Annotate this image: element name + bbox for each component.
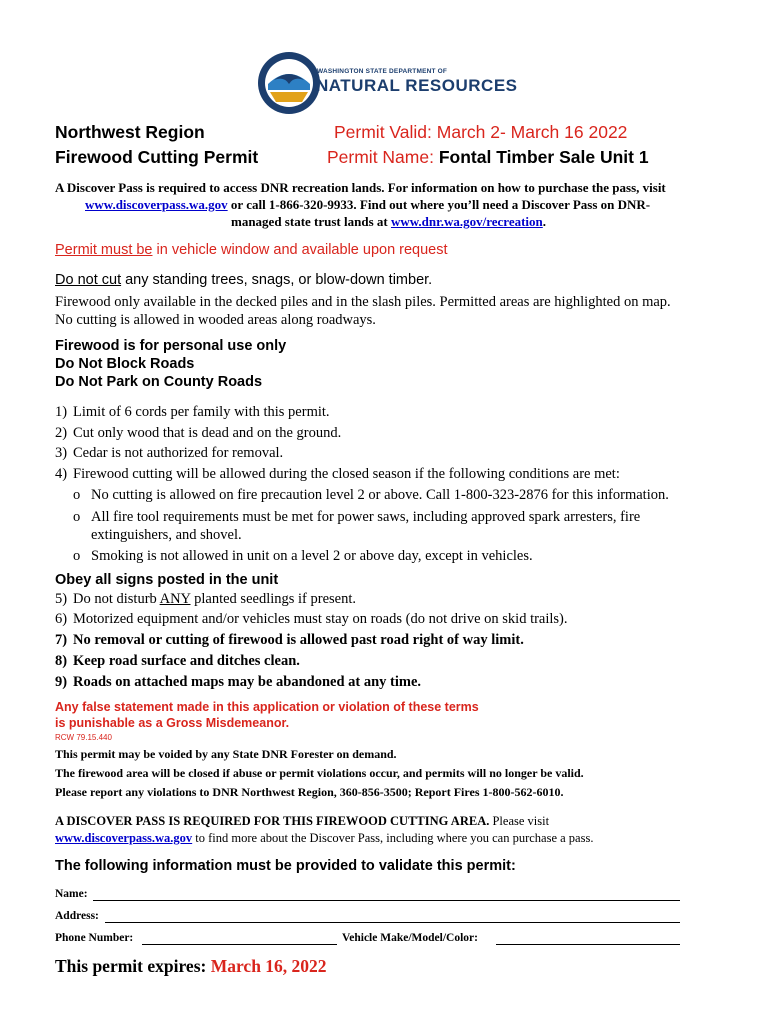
personal-use: Firewood is for personal use only bbox=[55, 338, 287, 354]
logo-name-line: NATURAL RESOURCES bbox=[316, 76, 518, 95]
expires-label: This permit expires: bbox=[55, 956, 207, 976]
expires-line bbox=[55, 956, 327, 977]
address-input-line[interactable] bbox=[105, 922, 680, 923]
sub-bullet-continuation bbox=[91, 527, 242, 544]
dnr-seal-icon bbox=[256, 50, 322, 116]
discover-pass-text2: or call 1-866-320-9933. Find out where you’ll need a Discover Pass on DNR- bbox=[227, 197, 651, 212]
permit-must-be-underlined: Permit must be bbox=[55, 242, 153, 258]
list-item bbox=[55, 674, 421, 691]
phone-input-line[interactable] bbox=[142, 944, 337, 945]
footer-discoverpass-link[interactable]: www.discoverpass.wa.gov bbox=[55, 831, 193, 845]
list-num: 2) bbox=[55, 425, 68, 441]
list-item bbox=[55, 591, 356, 608]
name-input-line[interactable] bbox=[93, 900, 680, 901]
list-item bbox=[55, 425, 341, 442]
discover-pass-text3: managed state trust lands at bbox=[231, 214, 391, 229]
permit-must-be-rest: in vehicle window and available upon request bbox=[152, 242, 448, 258]
bullet-icon: o bbox=[73, 487, 81, 503]
firewood-line2: No cutting is allowed in wooded areas along roadways. bbox=[55, 312, 376, 328]
closed-note: The firewood area will be closed if abuse or permit violations occur, and permits will no longer be valid. bbox=[55, 766, 584, 780]
list-num: 6) bbox=[55, 611, 68, 627]
list-num: 7) bbox=[55, 632, 68, 648]
list-item bbox=[55, 445, 283, 462]
voided-note: This permit may be voided by any State DNR Forester on demand. bbox=[55, 747, 397, 761]
firewood-line1: Firewood only available in the decked piles and in the slash piles. Permitted areas are highlighted on map. bbox=[55, 294, 671, 310]
false-statement-line2: is punishable as a Gross Misdemeanor. bbox=[55, 716, 290, 730]
permit-name-value: Fontal Timber Sale Unit 1 bbox=[438, 147, 649, 167]
sub-text: All fire tool requirements must be met for power saws, including approved spark arresters, fire bbox=[91, 509, 641, 525]
list-item bbox=[55, 466, 620, 483]
footer-pass-caps: A DISCOVER PASS IS REQUIRED FOR THIS FIREWOOD CUTTING AREA. bbox=[55, 814, 490, 828]
list-num: 1) bbox=[55, 404, 68, 420]
list-text: Motorized equipment and/or vehicles must stay on roads (do not drive on skid trails). bbox=[73, 611, 568, 627]
permit-name-label: Permit Name: bbox=[327, 147, 434, 167]
bullet-icon: o bbox=[73, 509, 81, 525]
list-text-any: ANY bbox=[159, 591, 191, 607]
list-text: Roads on attached maps may be abandoned at any time. bbox=[73, 674, 422, 690]
logo-dept-line: WASHINGTON STATE DEPARTMENT OF bbox=[317, 68, 448, 75]
list-text: Cut only wood that is dead and on the ground. bbox=[73, 425, 342, 441]
address-label: Address: bbox=[55, 910, 99, 922]
form-heading: The following information must be provided to validate this permit: bbox=[55, 858, 516, 874]
list-text: Cedar is not authorized for removal. bbox=[73, 445, 284, 461]
false-statement-line1: Any false statement made in this application or violation of these terms bbox=[55, 700, 479, 714]
list-text: Firewood cutting will be allowed during the closed season if the following conditions are met: bbox=[73, 466, 620, 482]
do-not-park: Do Not Park on County Roads bbox=[55, 374, 263, 390]
do-not-cut bbox=[55, 272, 432, 288]
sub-bullet-item bbox=[73, 548, 533, 565]
permit-must-be bbox=[55, 242, 448, 258]
sub-bullet-item bbox=[73, 487, 669, 504]
list-text: planted seedlings if present. bbox=[190, 591, 356, 607]
list-item bbox=[55, 632, 524, 649]
discover-pass-line3 bbox=[231, 214, 546, 230]
sub-bullet-item bbox=[73, 509, 640, 526]
obey-signs-heading: Obey all signs posted in the unit bbox=[55, 572, 279, 588]
region-title: Northwest Region bbox=[55, 122, 205, 142]
footer-pass-line2 bbox=[55, 831, 593, 846]
permit-type-title: Firewood Cutting Permit bbox=[55, 147, 259, 167]
footer-pass-rest: to find more about the Discover Pass, including where you can purchase a pass. bbox=[192, 831, 594, 845]
discover-pass-line2 bbox=[85, 197, 650, 213]
discover-pass-line1: A Discover Pass is required to access DNR recreation lands. For information on how to purchase the pass, visit bbox=[55, 180, 666, 195]
list-text: No removal or cutting of firewood is allowed past road right of way limit. bbox=[73, 632, 524, 648]
footer-pass-visit: Please visit bbox=[489, 814, 550, 828]
address-field-row bbox=[55, 910, 680, 928]
discover-pass-text4: . bbox=[542, 214, 547, 229]
permit-valid: Permit Valid: March 2- March 16 2022 bbox=[334, 122, 628, 142]
vehicle-label: Vehicle Make/Model/Color: bbox=[342, 932, 478, 944]
phone-label: Phone Number: bbox=[55, 932, 134, 944]
rcw-reference: RCW 79.15.440 bbox=[55, 733, 112, 742]
list-num: 3) bbox=[55, 445, 68, 461]
name-field-row bbox=[55, 888, 680, 906]
do-not-cut-rest: any standing trees, snags, or blow-down timber. bbox=[121, 272, 433, 288]
discoverpass-link[interactable]: www.discoverpass.wa.gov bbox=[85, 197, 228, 212]
footer-pass-line1 bbox=[55, 814, 549, 829]
list-text: Do not disturb bbox=[73, 591, 160, 607]
list-text: Keep road surface and ditches clean. bbox=[73, 653, 300, 669]
list-num: 5) bbox=[55, 591, 68, 607]
list-item bbox=[55, 611, 568, 628]
sub-text: No cutting is allowed on fire precaution level 2 or above. Call 1-800-323-2876 for this information. bbox=[91, 487, 669, 503]
name-label: Name: bbox=[55, 888, 88, 900]
bullet-icon: o bbox=[73, 548, 81, 564]
permit-name-line bbox=[327, 147, 649, 168]
report-note: Please report any violations to DNR Northwest Region, 360-856-3500; Report Fires 1-800-562-6010. bbox=[55, 785, 564, 799]
list-item bbox=[55, 653, 300, 670]
list-num: 4) bbox=[55, 466, 68, 482]
do-not-block: Do Not Block Roads bbox=[55, 356, 195, 372]
vehicle-input-line[interactable] bbox=[496, 944, 680, 945]
list-num: 8) bbox=[55, 653, 68, 669]
list-text: Limit of 6 cords per family with this permit. bbox=[73, 404, 330, 420]
dnr-recreation-link[interactable]: www.dnr.wa.gov/recreation bbox=[390, 214, 543, 229]
do-not-cut-underlined: Do not cut bbox=[55, 272, 122, 288]
list-item bbox=[55, 404, 330, 421]
phone-vehicle-row bbox=[55, 932, 680, 950]
expires-date: March 16, 2022 bbox=[210, 956, 327, 976]
dnr-logo bbox=[256, 50, 526, 116]
sub-text: extinguishers, and shovel. bbox=[91, 527, 242, 543]
list-num: 9) bbox=[55, 674, 68, 690]
sub-text: Smoking is not allowed in unit on a level 2 or above day, except in vehicles. bbox=[91, 548, 533, 564]
